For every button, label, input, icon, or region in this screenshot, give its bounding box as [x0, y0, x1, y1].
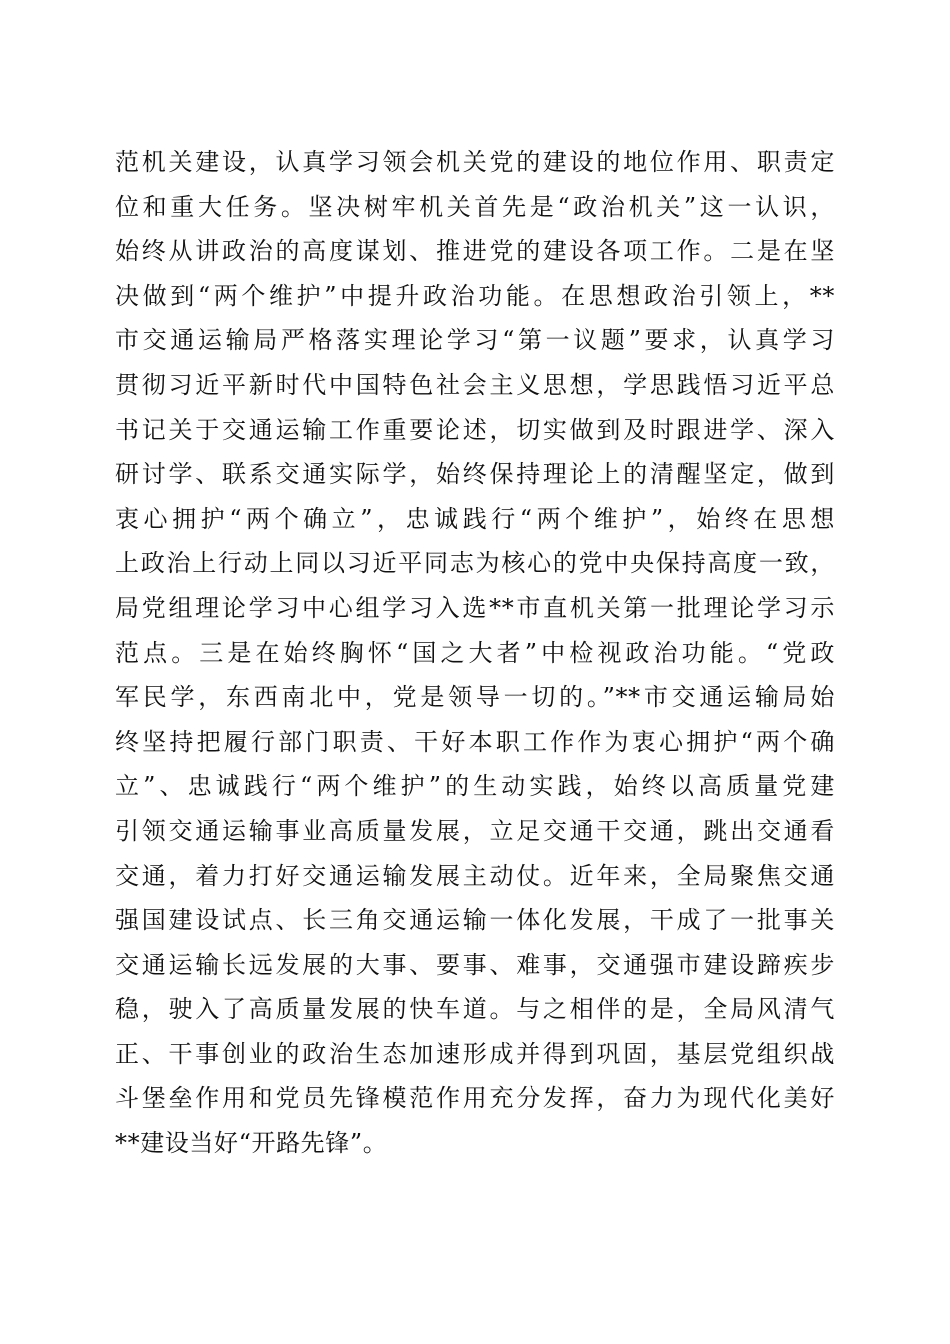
paragraph-line-7: 书记关于交通运输工作重要论述，切实做到及时跟进学、深入 [115, 415, 835, 444]
paragraph-line-10: 上政治上行动上同以习近平同志为核心的党中央保持高度一致， [115, 549, 835, 578]
paragraph-line-19: 交通运输长远发展的大事、要事、难事，交通强市建设蹄疾步 [115, 950, 835, 979]
paragraph-line-12: 范点。三是在始终胸怀“国之大者”中检视政治功能。“党政 [115, 638, 835, 667]
body-paragraph [115, 140, 835, 1166]
paragraph-line-5: 市交通运输局严格落实理论学习“第一议题”要求，认真学习 [115, 326, 835, 355]
paragraph-line-1: 范机关建设，认真学习领会机关党的建设的地位作用、职责定 [115, 148, 835, 176]
paragraph-line-9: 衷心拥护“两个确立”，忠诚践行“两个维护”，始终在思想 [115, 504, 835, 533]
paragraph-line-6: 贯彻习近平新时代中国特色社会主义思想，学思践悟习近平总 [115, 370, 835, 399]
paragraph-line-11: 局党组理论学习中心组学习入选**市直机关第一批理论学习示 [115, 593, 835, 622]
paragraph-line-2: 位和重大任务。坚决树牢机关首先是“政治机关”这一认识， [115, 192, 835, 221]
paragraph-line-18: 强国建设试点、长三角交通运输一体化发展，干成了一批事关 [115, 906, 835, 935]
paragraph-line-22: 斗堡垒作用和党员先锋模范作用充分发挥，奋力为现代化美好 [115, 1084, 835, 1113]
paragraph-line-13: 军民学，东西南北中，党是领导一切的。”**市交通运输局始 [115, 683, 835, 712]
paragraph-line-23: **建设当好“开路先锋”。 [115, 1129, 388, 1158]
paragraph-line-21: 正、干事创业的政治生态加速形成并得到巩固，基层党组织战 [115, 1039, 835, 1068]
paragraph-line-15: 立”、忠诚践行“两个维护”的生动实践，始终以高质量党建 [115, 772, 835, 801]
paragraph-line-16: 引领交通运输事业高质量发展，立足交通干交通，跳出交通看 [115, 816, 835, 845]
paragraph-line-8: 研讨学、联系交通实际学，始终保持理论上的清醒坚定，做到 [115, 460, 835, 489]
paragraph-line-17: 交通，着力打好交通运输发展主动仗。近年来，全局聚焦交通 [115, 861, 835, 890]
paragraph-line-14: 终坚持把履行部门职责、干好本职工作作为衷心拥护“两个确 [115, 727, 835, 756]
paragraph-line-4: 决做到“两个维护”中提升政治功能。在思想政治引领上，** [115, 281, 835, 310]
paragraph-line-3: 始终从讲政治的高度谋划、推进党的建设各项工作。二是在坚 [115, 237, 835, 266]
paragraph-line-20: 稳，驶入了高质量发展的快车道。与之相伴的是，全局风清气 [115, 995, 835, 1024]
